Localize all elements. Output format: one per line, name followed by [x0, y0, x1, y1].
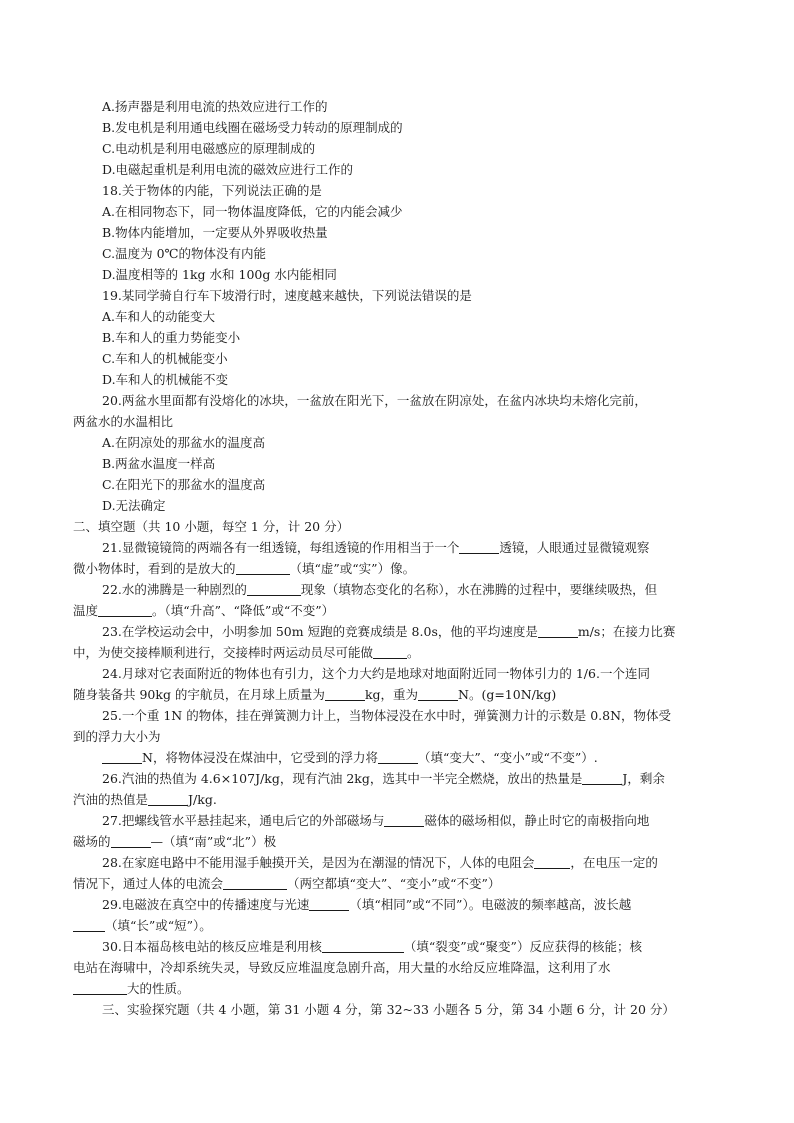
q28-text-c: 情况下，通过人体的电流会 [73, 876, 224, 891]
q22-text-a: 22.水的沸腾是一种剧烈的 [102, 582, 247, 597]
q21-blank-2[interactable] [236, 561, 290, 575]
q21-line1 [0, 537, 794, 559]
q21-text-d: （填“虚”或“实”）像。 [289, 561, 416, 576]
q22-text-c: 温度 [73, 603, 99, 618]
q30-line2: 电站在海啸中，冷却系统失灵，导致反应堆温度急剧升高，用大量的水给反应堆降温，这利用了水 [73, 960, 611, 975]
q27-blank-2[interactable] [111, 834, 151, 848]
q22-text-b: 现象（填物态变化的名称），水在沸腾的过程中，要继续吸热，但 [300, 582, 658, 597]
q25-text-c: N，将物体浸没在煤油中，它受到的浮力将 [142, 750, 378, 765]
q26-blank-2[interactable] [148, 792, 188, 806]
q21-line2 [0, 558, 794, 580]
q19-option-d: D.车和人的机械能不变 [102, 372, 229, 387]
q22-line1 [0, 579, 794, 601]
q17-option-a: A.扬声器是利用电流的热效应进行工作的 [102, 99, 328, 114]
q25-blank-1[interactable] [102, 750, 142, 764]
q28-blank-1[interactable] [534, 855, 570, 869]
q23-text-d: 。 [407, 645, 420, 660]
q22-text-d: 。（填“升高”、“降低”或“不变”） [152, 603, 335, 618]
q17-option-c: C.电动机是利用电磁感应的原理制成的 [102, 141, 316, 156]
q24-line1: 24.月球对它表面附近的物体也有引力，这个力大约是地球对地面附近同一物体引力的 1/6.一个连同 [102, 666, 650, 681]
q25-line3 [0, 747, 794, 769]
q27-text-c: 磁场的 [73, 834, 111, 849]
q24-blank-2[interactable] [418, 687, 458, 701]
q28-text-b: ，在电压一定的 [570, 855, 658, 870]
q20-option-d: D.无法确定 [102, 498, 166, 513]
q30-blank-2[interactable] [73, 981, 127, 995]
q20-stem-line1: 20.两盆水里面都有没熔化的冰块，一盆放在阳光下，一盆放在阴凉处，在盆内冰块均未熔化完前， [102, 393, 647, 408]
q23-blank-2[interactable] [373, 645, 407, 659]
q20-option-b: B.两盆水温度一样高 [102, 456, 216, 471]
q30-text-b: （填“裂变”或“聚变”）反应获得的核能；核 [403, 939, 642, 954]
q20-stem-line2: 两盆水的水温相比 [73, 414, 174, 429]
q19-stem: 19.某同学骑自行车下坡滑行时，速度越来越快，下列说法错误的是 [102, 288, 472, 303]
q23-text-c: 中，为使交接棒顺利进行，交接棒时两运动员尽可能做 [73, 645, 374, 660]
q30-text-d: 大的性质。 [127, 981, 190, 996]
q19-option-c: C.车和人的机械能变小 [102, 351, 228, 366]
q25-line1: 25.一个重 1N 的物体，挂在弹簧测力计上，当物体浸没在水中时，弹簧测力计的示数是 0.8N，物体受 [102, 708, 672, 723]
q17-option-b: B.发电机是利用通电线圈在磁场受力转动的原理制成的 [102, 120, 403, 135]
q22-blank-2[interactable] [98, 603, 152, 617]
q24-text-c: kg，重为 [364, 687, 419, 702]
q24-line2 [0, 684, 794, 706]
q29-text-c: （填“长”或“短”）。 [105, 918, 212, 933]
q28-line2 [0, 873, 794, 895]
q26-text-c: 汽油的热值是 [73, 792, 149, 807]
q30-line3 [0, 978, 794, 1000]
q26-text-a: 26.汽油的热值为 4.6×107J/kg，现有汽油 2kg，选其中一半完全燃烧，放出的热量是 [102, 771, 583, 786]
section-3-title: 三、实验探究题（共 4 小题，第 31 小题 4 分，第 32~33 小题各 5 分，第 34 小题 6 分，计 20 分） [102, 1002, 675, 1017]
q25-text-d: （填“变大”、“变小”或“不变”）. [417, 750, 598, 765]
q26-blank-1[interactable] [582, 771, 622, 785]
q29-text-b: （填“相同”或“不同”）。电磁波的频率越高，波长越 [349, 897, 632, 912]
q21-blank-1[interactable] [459, 540, 499, 554]
q29-blank-1[interactable] [309, 897, 349, 911]
q24-text-b: 随身装备共 90kg 的宇航员，在月球上质量为 [73, 687, 325, 702]
q19-option-a: A.车和人的动能变大 [102, 309, 216, 324]
q23-text-a: 23.在学校运动会中，小明参加 50m 短跑的竞赛成绩是 8.0s，他的平均速度是 [102, 624, 538, 639]
q26-text-d: J/kg. [188, 792, 217, 807]
q22-line2 [0, 600, 794, 622]
q26-text-b: J，剩余 [622, 771, 665, 786]
q24-text-d: N。(g=10N/kg) [458, 687, 557, 702]
q18-stem: 18.关于物体的内能，下列说法正确的是 [102, 183, 322, 198]
q21-text-c: 微小物体时，看到的是放大的 [73, 561, 236, 576]
q22-blank-1[interactable] [247, 582, 301, 596]
q29-line2 [0, 915, 794, 937]
q27-text-d: —（填“南”或“北”）极 [150, 834, 277, 849]
q27-text-a: 27.把螺线管水平悬挂起来，通电后它的外部磁场与 [102, 813, 385, 828]
q28-blank-2[interactable] [223, 876, 287, 890]
q20-option-c: C.在阳光下的那盆水的温度高 [102, 477, 266, 492]
q26-line2 [0, 789, 794, 811]
q25-line2: 到的浮力大小为 [73, 729, 161, 744]
q28-text-d: （两空都填“变大”、“变小”或“不变”） [287, 876, 501, 891]
q27-line2 [0, 831, 794, 853]
q30-line1 [0, 936, 794, 958]
q30-blank-1[interactable] [322, 939, 404, 953]
q23-text-b: m/s；在接力比赛 [577, 624, 676, 639]
q30-text-a: 30.日本福岛核电站的核反应堆是利用核 [102, 939, 322, 954]
q19-option-b: B.车和人的重力势能变小 [102, 330, 241, 345]
q21-text-a: 21.显微镜镜筒的两端各有一组透镜，每组透镜的作用相当于一个 [102, 540, 460, 555]
q28-text-a: 28.在家庭电路中不能用湿手触摸开关，是因为在潮湿的情况下，人体的电阻会 [102, 855, 535, 870]
q18-option-b: B.物体内能增加，一定要从外界吸收热量 [102, 225, 328, 240]
q27-blank-1[interactable] [384, 813, 424, 827]
q18-option-a: A.在相同物态下，同一物体温度降低，它的内能会减少 [102, 204, 403, 219]
q18-option-c: C.温度为 0℃的物体没有内能 [102, 246, 267, 261]
q29-line1 [0, 894, 794, 916]
q23-line2 [0, 642, 794, 664]
q27-text-b: 磁体的磁场相似，静止时它的南极指向地 [424, 813, 650, 828]
q24-blank-1[interactable] [325, 687, 365, 701]
q20-option-a: A.在阴凉处的那盆水的温度高 [102, 435, 266, 450]
q27-line1 [0, 810, 794, 832]
q26-line1 [0, 768, 794, 790]
q17-option-d: D.电磁起重机是利用电流的磁效应进行工作的 [102, 162, 354, 177]
q23-blank-1[interactable] [538, 624, 578, 638]
q29-blank-2[interactable] [73, 918, 105, 932]
q18-option-d: D.温度相等的 1kg 水和 100g 水内能相同 [102, 267, 337, 282]
q25-blank-2[interactable] [378, 750, 418, 764]
q28-line1 [0, 852, 794, 874]
q21-text-b: 透镜，人眼通过显微镜观察 [499, 540, 650, 555]
q29-text-a: 29.电磁波在真空中的传播速度与光速 [102, 897, 310, 912]
q23-line1 [0, 621, 794, 643]
section-2-title: 二、填空题（共 10 小题，每空 1 分，计 20 分） [73, 519, 350, 534]
